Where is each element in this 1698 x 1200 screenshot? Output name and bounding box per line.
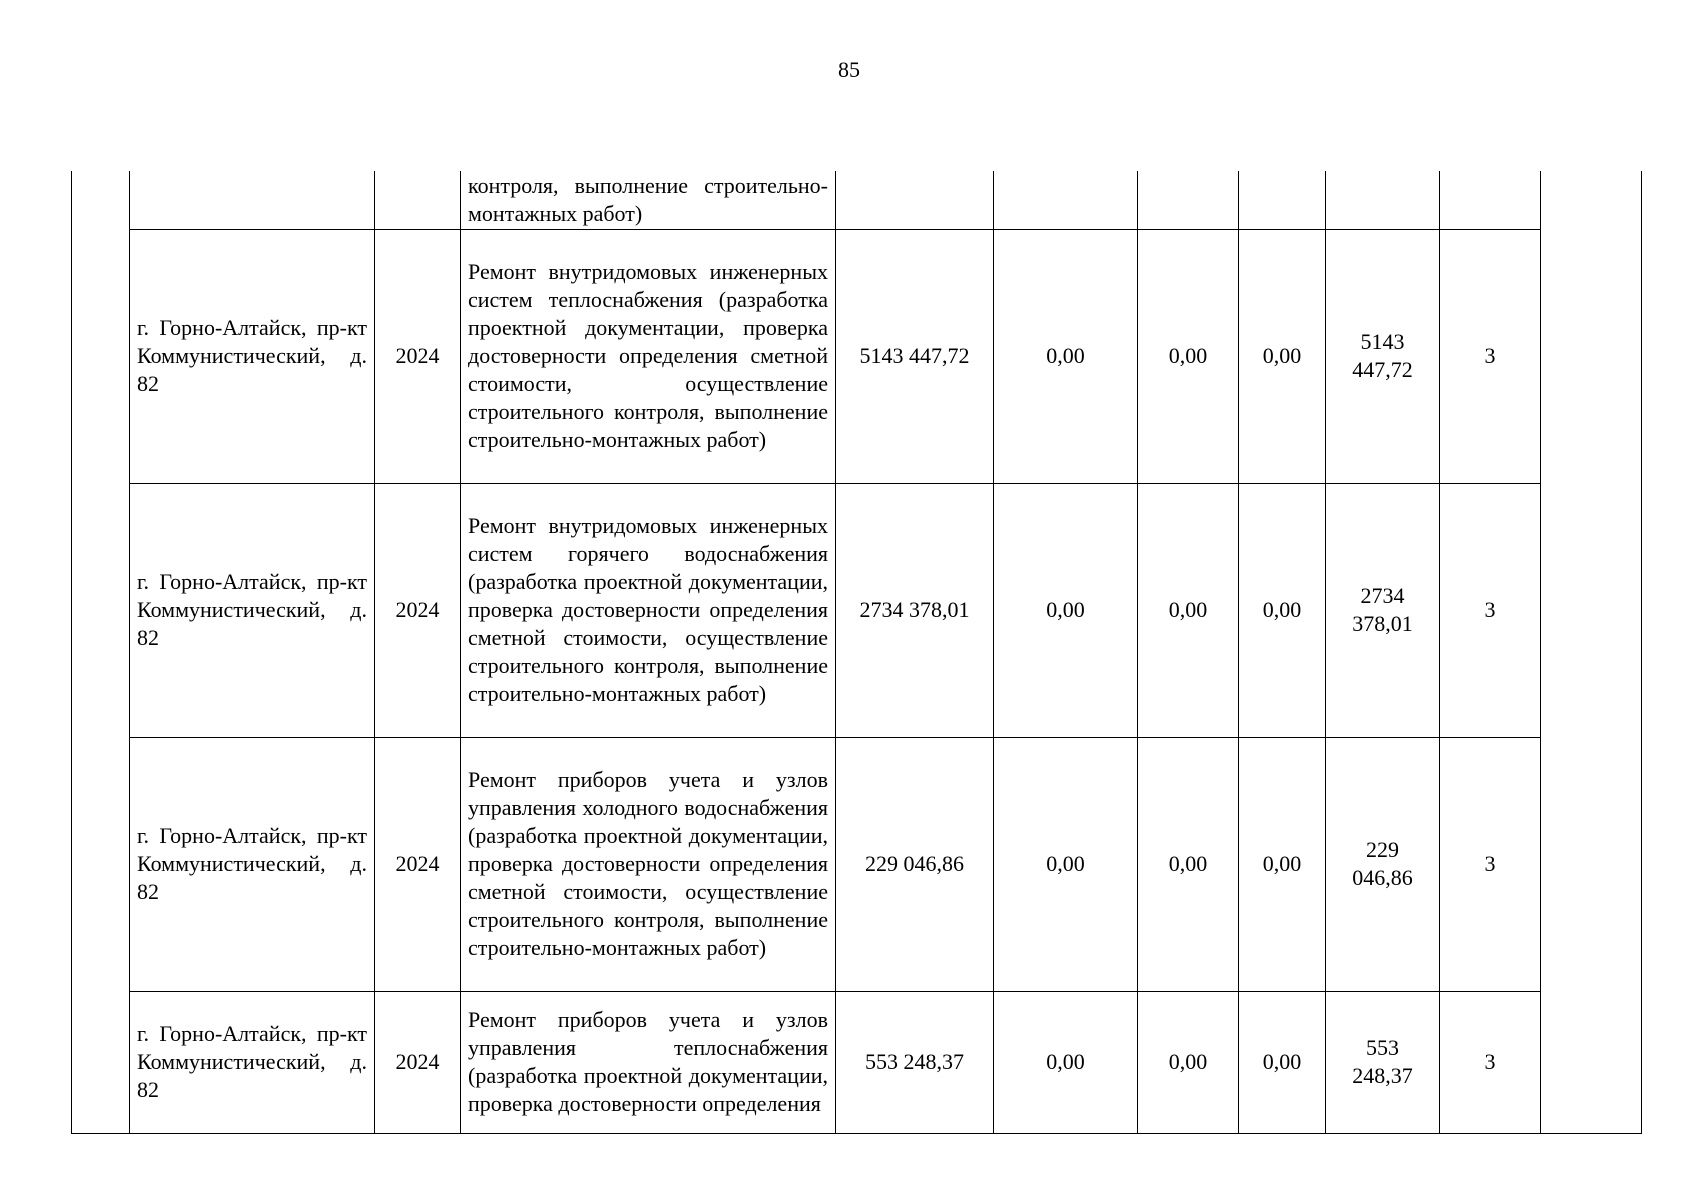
year-cell: 2024 xyxy=(375,229,461,483)
fund1-cell: 0,00 xyxy=(994,483,1138,737)
cost-cell: 229 046,86 xyxy=(836,737,994,991)
works-table xyxy=(71,171,1642,1134)
stage-cell: 3 xyxy=(1440,991,1541,1133)
table-row xyxy=(72,737,1642,991)
total-value: 553 248,37 xyxy=(1352,1035,1413,1088)
fund1-cell: 0,00 xyxy=(994,229,1138,483)
stage-cell: 3 xyxy=(1440,483,1541,737)
fund2-cell: 0,00 xyxy=(1138,229,1239,483)
total-cell xyxy=(1326,737,1440,991)
total-cell xyxy=(1326,483,1440,737)
total-cell xyxy=(1326,991,1440,1133)
index-cell xyxy=(72,171,130,1133)
total-cell xyxy=(1326,229,1440,483)
address-cell: г. Горно-Алтайск, пр-кт Коммунистический, д. 82 xyxy=(130,737,375,991)
fund3-cell: 0,00 xyxy=(1239,737,1326,991)
total-value: 2734 378,01 xyxy=(1352,583,1413,636)
total-value: 5143 447,72 xyxy=(1352,329,1413,382)
year-cell: 2024 xyxy=(375,991,461,1133)
cost-cell: 553 248,37 xyxy=(836,991,994,1133)
stage-cell: 3 xyxy=(1440,737,1541,991)
description-cell: Ремонт внутридомовых инженерных систем горячего водоснабжения (разработка проектной документации, проверка достоверности определения сметной стоимости, осуществление строительного контроля, выполнение строительно-монтажных работ) xyxy=(461,483,836,737)
description-cell: Ремонт приборов учета и узлов управления холодного водоснабжения (разработка проектной документации, проверка достоверности определения сметной стоимости, осуществление строительного контроля, выполнение строительно-монтажных работ) xyxy=(461,737,836,991)
fund3-cell: 0,00 xyxy=(1239,229,1326,483)
fund1-cell: 0,00 xyxy=(994,737,1138,991)
description-cell: Ремонт внутридомовых инженерных систем теплоснабжения (разработка проектной документации, проверка достоверности определения сметной стоимости, осуществление строительного контроля, выполнение строительно-монтажных работ) xyxy=(461,229,836,483)
fund2-cell: 0,00 xyxy=(1138,483,1239,737)
fund1-cell xyxy=(994,171,1138,229)
description-cell: контроля, выполнение строительно-монтажных работ) xyxy=(461,171,836,229)
fund3-cell: 0,00 xyxy=(1239,991,1326,1133)
fund2-cell: 0,00 xyxy=(1138,737,1239,991)
table-row xyxy=(72,229,1642,483)
year-cell: 2024 xyxy=(375,737,461,991)
total-cell xyxy=(1326,171,1440,229)
total-value: 229 046,86 xyxy=(1352,837,1413,890)
cost-cell: 2734 378,01 xyxy=(836,483,994,737)
address-cell: г. Горно-Алтайск, пр-кт Коммунистический, д. 82 xyxy=(130,229,375,483)
description-cell: Ремонт приборов учета и узлов управления теплоснабжения (разработка проектной документации, проверка достоверности определения xyxy=(461,991,836,1133)
page-number: 85 xyxy=(838,57,860,82)
fund3-cell xyxy=(1239,171,1326,229)
stage-cell xyxy=(1440,171,1541,229)
table-row xyxy=(72,483,1642,737)
address-cell: г. Горно-Алтайск, пр-кт Коммунистический, д. 82 xyxy=(130,991,375,1133)
fund1-cell: 0,00 xyxy=(994,991,1138,1133)
address-cell xyxy=(130,171,375,229)
cost-cell: 5143 447,72 xyxy=(836,229,994,483)
table-row xyxy=(72,991,1642,1133)
fund2-cell: 0,00 xyxy=(1138,991,1239,1133)
fund2-cell xyxy=(1138,171,1239,229)
fund3-cell: 0,00 xyxy=(1239,483,1326,737)
notes-cell xyxy=(1541,171,1642,1133)
cost-cell xyxy=(836,171,994,229)
stage-cell: 3 xyxy=(1440,229,1541,483)
year-cell: 2024 xyxy=(375,483,461,737)
address-cell: г. Горно-Алтайск, пр-кт Коммунистический, д. 82 xyxy=(130,483,375,737)
year-cell xyxy=(375,171,461,229)
table-row-continuation xyxy=(72,171,1642,229)
